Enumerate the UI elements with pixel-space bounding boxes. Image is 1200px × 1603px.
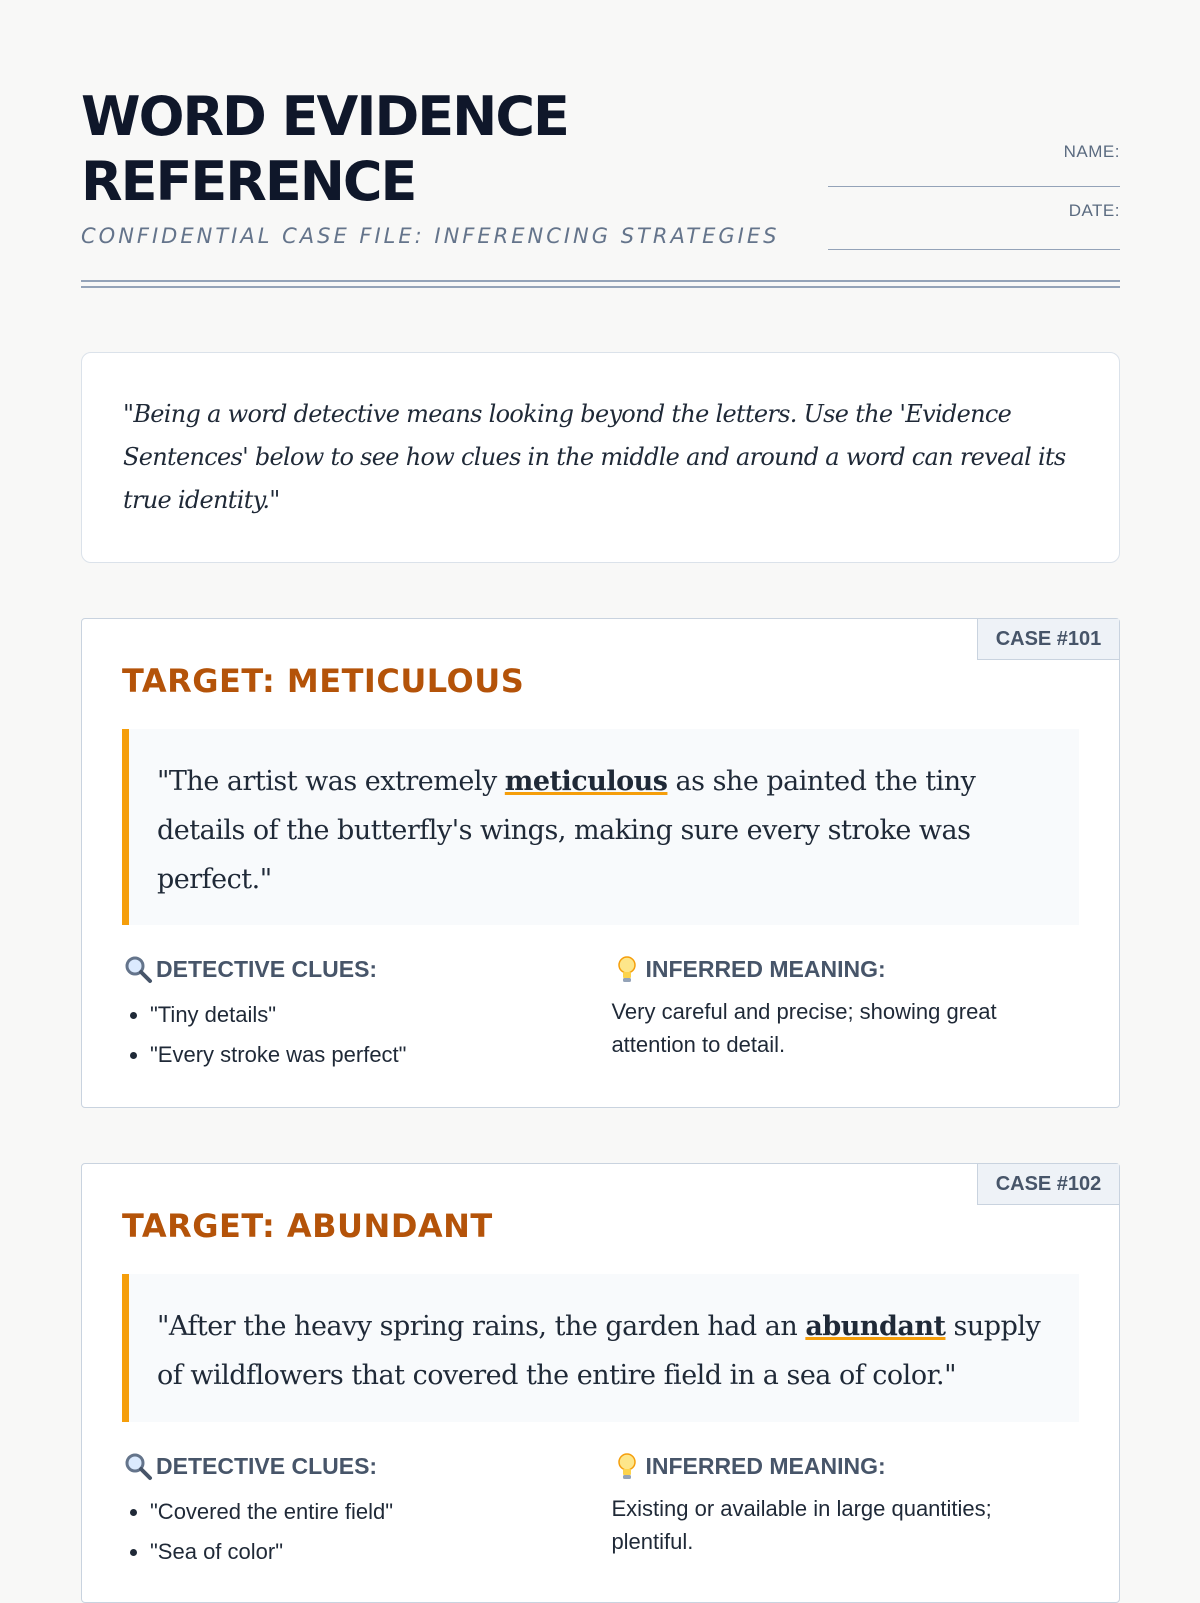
lightbulb-icon — [611, 1450, 643, 1482]
clues-column — [122, 1450, 611, 1572]
magnifying-glass-icon — [122, 953, 154, 985]
header-divider — [81, 280, 1120, 288]
date-line[interactable] — [828, 221, 1120, 250]
case-card — [81, 618, 1120, 1108]
list-item: • "Sea of color" — [150, 1532, 611, 1572]
list-item: • "Covered the entire field" — [150, 1492, 611, 1532]
intro-box — [81, 352, 1120, 563]
clues-column — [122, 953, 611, 1075]
case-badge: CASE #102 — [977, 1164, 1119, 1205]
clues-heading: DETECTIVE CLUES: — [122, 1450, 611, 1482]
clues-heading: DETECTIVE CLUES: — [122, 953, 611, 985]
evidence-text: "The artist was extremely meticulous as she painted the tiny details of the butterfly's wings, making sure every stroke was perfect." — [157, 766, 976, 895]
analysis-columns — [122, 953, 1079, 1075]
evidence-sentence — [122, 1274, 1079, 1422]
inferred-meaning: Very careful and precise; showing great attention to detail. — [611, 999, 997, 1057]
analysis-columns — [122, 1450, 1079, 1572]
list-item: • "Every stroke was perfect" — [150, 1035, 611, 1075]
target-keyword: abundant — [805, 1311, 946, 1342]
case-badge: CASE #101 — [977, 619, 1119, 660]
clue-list — [122, 995, 611, 1075]
evidence-text: "After the heavy spring rains, the garden had an abundant supply of wildflowers that covered the entire field in a sea of color." — [157, 1311, 1041, 1391]
meaning-heading: INFERRED MEANING: — [611, 1450, 1079, 1482]
page-subtitle: CONFIDENTIAL CASE FILE: INFERENCING STRATEGIES — [81, 224, 780, 248]
worksheet-page — [81, 84, 1120, 1603]
meaning-column — [611, 1450, 1079, 1572]
lightbulb-icon — [611, 953, 643, 985]
case-card — [81, 1163, 1120, 1603]
list-item: • "Tiny details" — [150, 995, 611, 1035]
date-label: DATE: — [1068, 201, 1120, 220]
target-word: TARGET: METICULOUS — [122, 662, 525, 700]
header — [81, 84, 1120, 294]
meaning-heading: INFERRED MEANING: — [611, 953, 1079, 985]
magnifying-glass-icon — [122, 1450, 154, 1482]
target-keyword: meticulous — [504, 766, 668, 797]
target-word: TARGET: ABUNDANT — [122, 1207, 493, 1245]
evidence-sentence — [122, 729, 1079, 925]
student-fields — [828, 142, 1120, 264]
meaning-column — [611, 953, 1079, 1075]
clue-list — [122, 1492, 611, 1572]
page-title: WORD EVIDENCE REFERENCE — [81, 85, 568, 213]
intro-quote: "Being a word detective means looking beyond the letters. Use the 'Evidence Sentences' below to see how clues in the middle and around a word can reveal its true identity." — [123, 400, 1066, 514]
name-line[interactable] — [828, 162, 1120, 187]
name-label: NAME: — [1063, 142, 1120, 161]
inferred-meaning: Existing or available in large quantities; plentiful. — [611, 1496, 992, 1554]
